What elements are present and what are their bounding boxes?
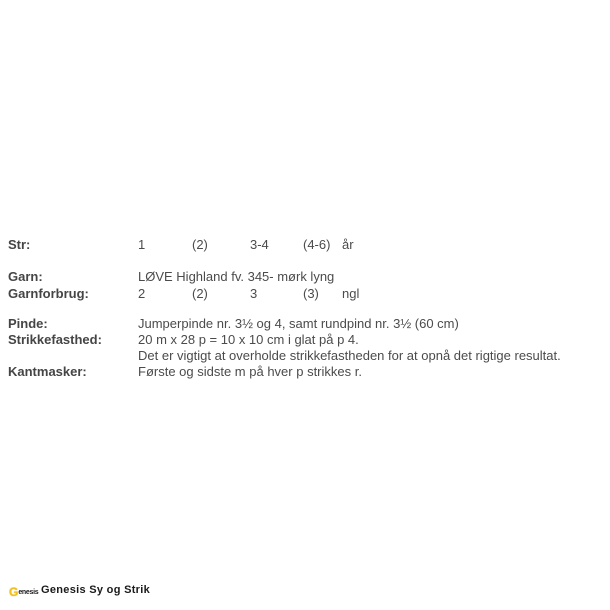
row-needles	[0, 316, 610, 332]
row-yarn	[0, 269, 610, 285]
size-value-1: 1	[138, 237, 146, 252]
row-size	[0, 237, 610, 253]
size-value-3: 3-4	[250, 237, 269, 252]
genesis-logo	[9, 583, 38, 597]
size-value-2: (2)	[192, 237, 208, 252]
yarn-amount-unit: ngl	[342, 286, 360, 301]
size-unit: år	[342, 237, 354, 252]
gauge-label: Strikkefasthed:	[8, 332, 102, 347]
yarn-amount-label: Garnforbrug:	[8, 286, 89, 301]
row-gauge-note	[0, 348, 610, 364]
row-yarn-amount	[0, 286, 610, 302]
edge-stitches-value: Første og sidste m på hver p strikkes r.	[138, 364, 362, 379]
row-edge-stitches	[0, 364, 610, 380]
gauge-note: Det er vigtigt at overholde strikkefastheden for at opnå det rigtige resultat.	[138, 348, 561, 363]
edge-stitches-label: Kantmasker:	[8, 364, 87, 379]
yarn-value: LØVE Highland fv. 345- mørk lyng	[138, 269, 335, 284]
size-value-4: (4-6)	[303, 237, 331, 252]
genesis-logo-wordmark: enesis	[18, 589, 39, 596]
yarn-amount-3: 3	[250, 286, 258, 301]
size-label: Str:	[8, 237, 31, 252]
yarn-amount-2: (2)	[192, 286, 208, 301]
footer	[0, 582, 610, 600]
needles-value: Jumperpinde nr. 3½ og 4, samt rundpind nr. 3½ (60 cm)	[138, 316, 459, 331]
yarn-amount-1: 2	[138, 286, 146, 301]
yarn-amount-4: (3)	[303, 286, 319, 301]
needles-label: Pinde:	[8, 316, 48, 331]
row-gauge	[0, 332, 610, 348]
gauge-value: 20 m x 28 p = 10 x 10 cm i glat på p 4.	[138, 332, 359, 347]
genesis-logo-g-icon: G	[9, 585, 19, 599]
yarn-label: Garn:	[8, 269, 43, 284]
footer-brand-text: Genesis Sy og Strik	[41, 584, 151, 596]
